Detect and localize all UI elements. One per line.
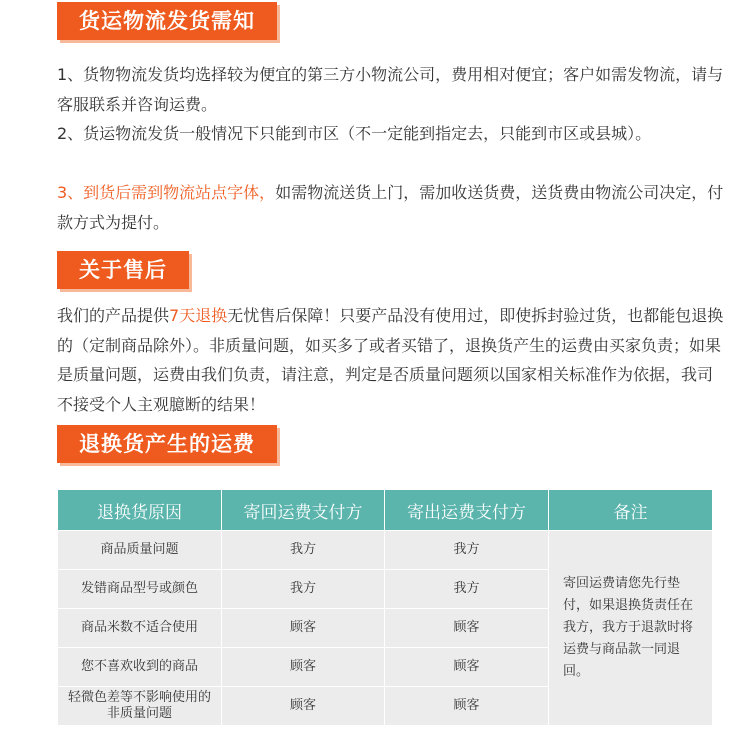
header-return-shipping-payer: 寄回运费支付方 xyxy=(222,490,385,531)
return-payer-cell: 顾客 xyxy=(222,648,385,687)
reason-cell: 商品质量问题 xyxy=(58,531,222,570)
logistics-point-1: 1、货物物流发货均选择较为便宜的第三方小物流公司，费用相对便宜；客户如需发物流，请与客服联系并咨询运费。 xyxy=(57,65,724,114)
after-sales-text-start: 我们的产品提供 xyxy=(57,306,170,325)
outbound-payer-cell: 我方 xyxy=(385,570,549,609)
reason-cell: 您不喜欢收到的商品 xyxy=(58,648,222,687)
table-row xyxy=(58,531,713,570)
section-title-logistics: 货运物流发货需知 xyxy=(57,2,277,40)
table-header-row xyxy=(58,490,713,531)
after-sales-text-rest: 无忧售后保障！只要产品没有使用过，即使拆封验过货，也都能包退换的（定制商品除外）。非质量问题，如买多了或者买错了，退换货产生的运费由买家负责；如果是质量问题，运费由我们负责，请注意，判定是否质量问题须以国家相关标准作为依据，我司不接受个人主观臆断的结果！ xyxy=(57,306,724,414)
return-fee-table xyxy=(57,489,713,726)
logistics-point-3-highlight: 3、到货后需到物流站点字体， xyxy=(57,183,276,202)
header-outbound-shipping-payer: 寄出运费支付方 xyxy=(385,490,549,531)
return-payer-cell: 我方 xyxy=(222,531,385,570)
after-sales-paragraph xyxy=(57,301,727,419)
return-payer-cell: 顾客 xyxy=(222,687,385,726)
reason-cell: 轻微色差等不影响使用的非质量问题 xyxy=(58,687,222,726)
outbound-payer-cell: 我方 xyxy=(385,531,549,570)
header-note: 备注 xyxy=(549,490,713,531)
reason-cell: 发错商品型号或颜色 xyxy=(58,570,222,609)
outbound-payer-cell: 顾客 xyxy=(385,609,549,648)
section-title-after-sales: 关于售后 xyxy=(57,251,189,289)
return-payer-cell: 我方 xyxy=(222,570,385,609)
logistics-point-2: 2、货运物流发货一般情况下只能到市区（不一定能到指定去，只能到市区或县城）。 xyxy=(57,124,652,143)
section-title-return-fees: 退换货产生的运费 xyxy=(57,425,277,463)
logistics-point-3 xyxy=(57,178,727,237)
note-cell: 寄回运费请您先行垫付，如果退换货责任在我方，我方于退款时将运费与商品款一同退回。 xyxy=(549,531,713,726)
return-payer-cell: 顾客 xyxy=(222,609,385,648)
outbound-payer-cell: 顾客 xyxy=(385,648,549,687)
header-reason: 退换货原因 xyxy=(58,490,222,531)
logistics-point-3-text: 如需物流送货上门，需加收送货费，送货费由物流公司决定，付款方式为提付。 xyxy=(57,183,724,232)
outbound-payer-cell: 顾客 xyxy=(385,687,549,726)
reason-cell: 商品米数不适合使用 xyxy=(58,609,222,648)
seven-day-return-highlight: 7天退换 xyxy=(169,306,228,325)
